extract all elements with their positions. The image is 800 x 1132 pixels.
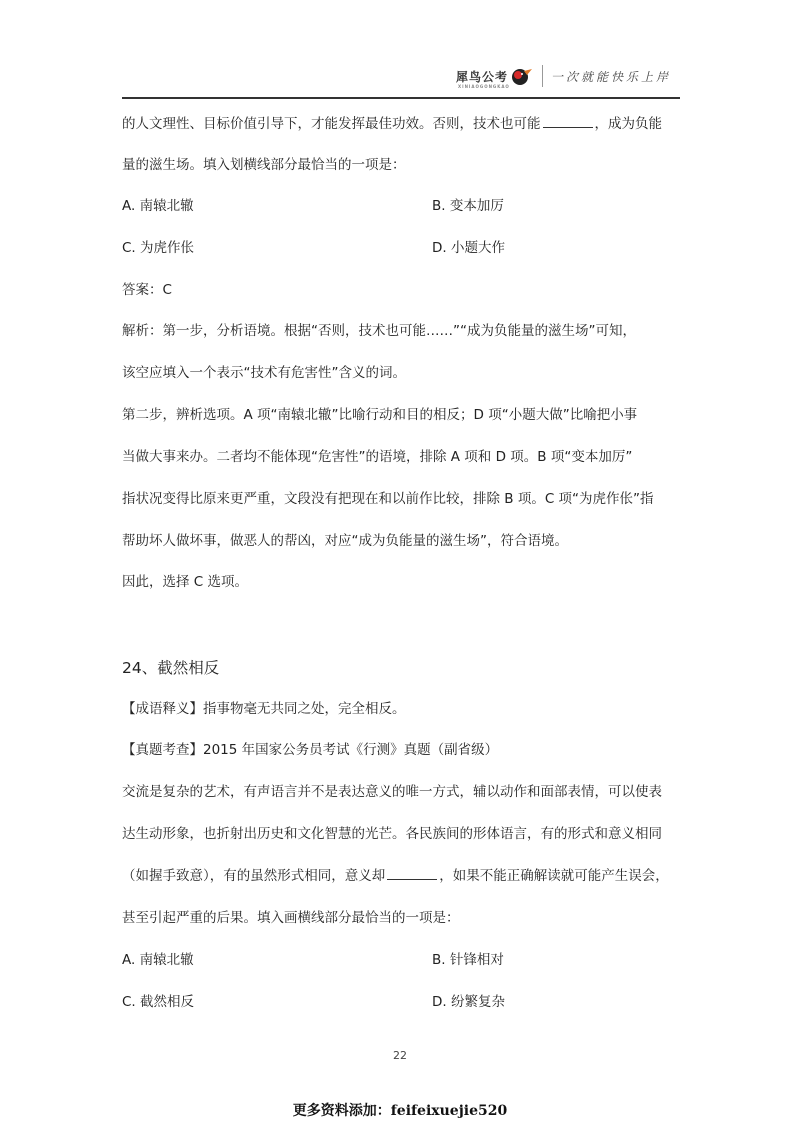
q23-analysis-line: 解析：第一步，分析语境。根据“否则，技术也可能……”“成为负能量的滋生场”可知， xyxy=(122,323,636,339)
q24-option-d: D. 纷繁复杂 xyxy=(432,994,505,1010)
exam-source: 【真题考查】2015 年国家公务员考试《行测》真题（副省级） xyxy=(122,742,499,758)
footer-contact: 更多资料添加：feifeixuejie520 xyxy=(292,1103,508,1119)
hornbill-logo-icon xyxy=(510,66,532,86)
q24-passage-line: 甚至引起严重的后果。填入画横线部分最恰当的一项是： xyxy=(122,910,460,926)
idiom-heading: 24、截然相反 xyxy=(122,659,220,677)
q23-stem-line-1: 的人文理性、目标价值引导下，才能发挥最佳功效。否则，技术也可能 ，成为负能 xyxy=(122,116,662,132)
q24-option-c: C. 截然相反 xyxy=(122,994,195,1010)
header-rule xyxy=(122,97,680,99)
q24-passage-line: 达生动形象，也折射出历史和文化智慧的光芒。各民族间的形体语言，有的形式和意义相同 xyxy=(122,826,662,842)
q23-option-b: B. 变本加厉 xyxy=(432,198,504,214)
page-number: 22 xyxy=(393,1049,407,1062)
q23-analysis-line: 指状况变得比原来更严重，文段没有把现在和以前作比较，排除 B 项。C 项“为虎作伥”指 xyxy=(122,491,654,507)
q23-option-a: A. 南辕北辙 xyxy=(122,198,194,214)
q24-option-b: B. 针锋相对 xyxy=(432,952,504,968)
brand-subtitle: XINIAOGONGKAO xyxy=(458,83,510,89)
q23-analysis-line: 第二步，辨析选项。A 项“南辕北辙”比喻行动和目的相反；D 项“小题大做”比喻把小事 xyxy=(122,407,638,423)
header-divider xyxy=(542,65,543,87)
q23-stem-line-2: 量的滋生场。填入划横线部分最恰当的一项是： xyxy=(122,157,406,173)
brand-name: 犀鸟公考 XINIAOGONGKAO xyxy=(456,69,510,89)
answer-blank xyxy=(543,114,593,128)
idiom-definition: 【成语释义】指事物毫无共同之处，完全相反。 xyxy=(122,701,406,717)
q24-passage-line: （如握手致意），有的虽然形式相同，意义却 ，如果不能正确解读就可能产生误会， xyxy=(122,868,669,884)
answer-blank xyxy=(387,866,437,880)
q24-passage-line: 交流是复杂的艺术，有声语言并不是表达意义的唯一方式，辅以动作和面部表情，可以使表 xyxy=(122,784,662,800)
q23-analysis-line: 该空应填入一个表示“技术有危害性”含义的词。 xyxy=(122,365,406,381)
slogan: 一次就能快乐上岸 xyxy=(551,69,672,84)
q23-analysis-line: 帮助坏人做坏事，做恶人的帮凶，对应“成为负能量的滋生场”，符合语境。 xyxy=(122,533,568,549)
q24-option-a: A. 南辕北辙 xyxy=(122,952,194,968)
q23-analysis-line: 当做大事来办。二者均不能体现“危害性”的语境，排除 A 项和 D 项。B 项“变本加厉” xyxy=(122,449,633,465)
header-logo xyxy=(456,64,671,88)
q23-option-d: D. 小题大作 xyxy=(432,240,505,256)
q23-conclusion: 因此，选择 C 选项。 xyxy=(122,574,249,590)
q23-answer: 答案：C xyxy=(122,282,172,298)
q23-option-c: C. 为虎作伥 xyxy=(122,240,195,256)
